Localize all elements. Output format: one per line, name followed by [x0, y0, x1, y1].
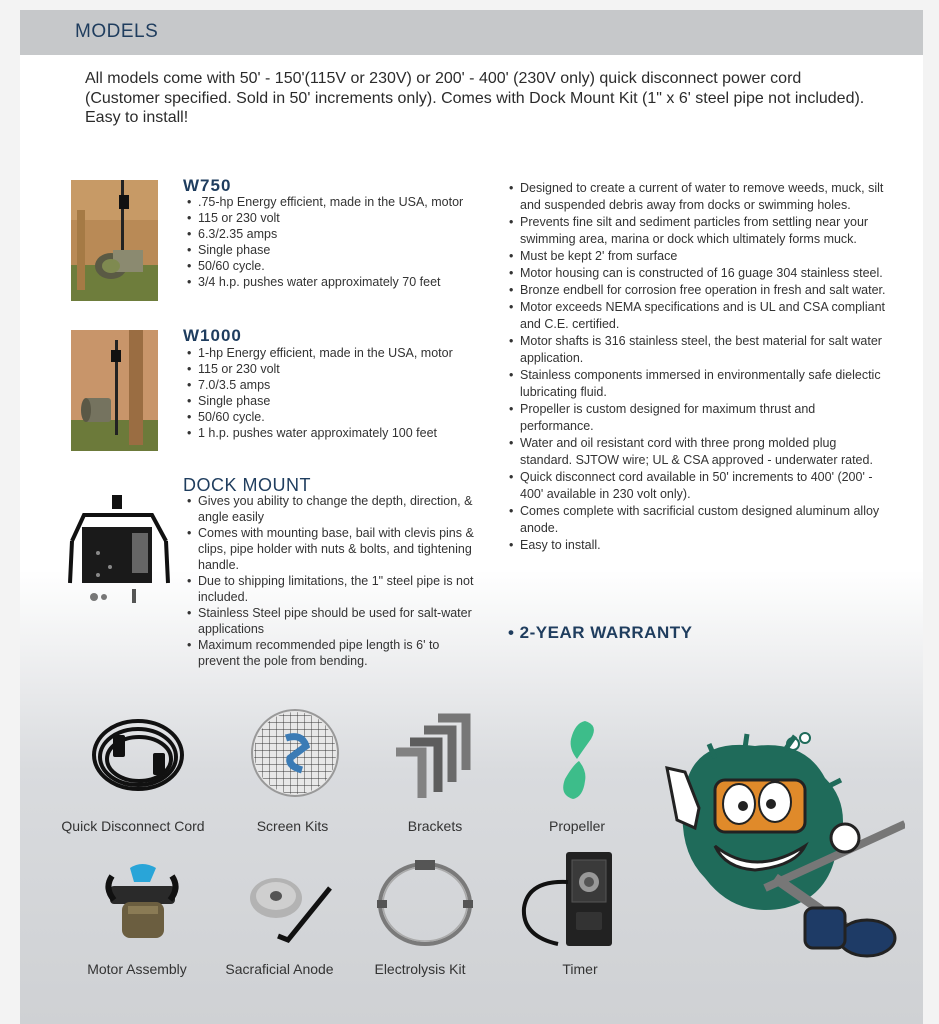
feature-item: • Motor exceeds NEMA specifications and is UL and CSA compliant and C.E. certified. [508, 299, 888, 333]
spec-item: • Due to shipping limitations, the 1" steel pipe is not included. [185, 573, 475, 605]
header-bar [20, 10, 923, 55]
spec-item: • 115 or 230 volt [185, 361, 485, 377]
model-title-w1000: W1000 [183, 326, 242, 345]
page [20, 10, 923, 1024]
spec-item: • 7.0/3.5 amps [185, 377, 485, 393]
feature-item: • Water and oil resistant cord with three prong molded plug standard. SJTOW wire; UL & CSA approved - underwater rated. [508, 435, 888, 469]
product-label: Motor Assembly [87, 961, 187, 977]
cord-image [83, 713, 188, 797]
feature-item: • Prevents fine silt and sediment particles from settling near your swimming area, marina or dock which ultimately forms muck. [508, 214, 888, 248]
spec-item: • 1-hp Energy efficient, made in the USA, motor [185, 345, 485, 361]
propeller-image [555, 717, 600, 803]
spec-item: • Maximum recommended pipe length is 6' to prevent the pole from bending. [185, 637, 475, 669]
feature-item: • Bronze endbell for corrosion free operation in fresh and salt water. [508, 282, 888, 299]
screen-kit-image [248, 708, 343, 798]
model-title-dock-mount: DOCK MOUNT [183, 475, 311, 495]
feature-item: • Motor shafts is 316 stainless steel, the best material for salt water application. [508, 333, 888, 367]
spec-item: • .75-hp Energy efficient, made in the USA, motor [185, 194, 485, 210]
w1000-specs [185, 345, 485, 441]
spec-item: • Gives you ability to change the depth, direction, & angle easily [185, 493, 475, 525]
spec-item: • 1 h.p. pushes water approximately 100 feet [185, 425, 485, 441]
page-title: MODELS [75, 21, 159, 42]
product-label: Brackets [407, 818, 463, 834]
feature-item: • Motor housing can is constructed of 16 guage 304 stainless steel. [508, 265, 888, 282]
product-label: Electrolysis Kit [374, 961, 466, 977]
feature-item: • Propeller is custom designed for maximum thrust and performance. [508, 401, 888, 435]
product-label: Timer [562, 961, 598, 977]
product-label: Quick Disconnect Cord [61, 818, 205, 834]
motor-assembly-image [100, 858, 185, 943]
warranty-badge: • 2-YEAR WARRANTY [508, 623, 693, 642]
spec-item: • Single phase [185, 242, 485, 258]
w1000-photo [71, 330, 158, 451]
model-title-w750: W750 [183, 176, 232, 195]
feature-list [508, 180, 888, 554]
spec-item: • 3/4 h.p. pushes water approximately 70 feet [185, 274, 485, 290]
spec-item: • 6.3/2.35 amps [185, 226, 485, 242]
dock-mount-photo [62, 493, 180, 605]
product-label: Screen Kits [256, 818, 329, 834]
spec-item: • 115 or 230 volt [185, 210, 485, 226]
feature-item: • Stainless components immersed in environmentally safe dielectic lubricating fluid. [508, 367, 888, 401]
feature-item: • Quick disconnect cord available in 50' increments to 400' (200' - 400' available in 230 volt only). [508, 469, 888, 503]
electrolysis-kit-image [375, 856, 475, 952]
intro-text: All models come with 50' - 150'(115V or 230V) or 200' - 400' (230V only) quick disconnect power cord (Customer specified. Sold in 50' increments only). Comes with Dock Mount Kit (1" x 6' steel pipe not included). Easy to install! [85, 70, 865, 126]
feature-item: • Must be kept 2' from surface [508, 248, 888, 265]
spec-item: • Comes with mounting base, bail with clevis pins & clips, pipe holder with nuts & bolts, and tightening handle. [185, 525, 475, 573]
spec-item: • 50/60 cycle. [185, 258, 485, 274]
brackets-image [388, 710, 478, 800]
w750-specs [185, 194, 485, 290]
product-label: Propeller [548, 818, 606, 834]
feature-item: • Designed to create a current of water to remove weeds, muck, silt and suspended debris away from docks or swimming holes. [508, 180, 888, 214]
w750-photo [71, 180, 158, 301]
spec-item: • 50/60 cycle. [185, 409, 485, 425]
spec-item: • Stainless Steel pipe should be used for salt-water applications [185, 605, 475, 637]
timer-image [518, 852, 618, 952]
spec-item: • Single phase [185, 393, 485, 409]
feature-item: • Comes complete with sacrificial custom designed aluminum alloy anode. [508, 503, 888, 537]
feature-item: • Easy to install. [508, 537, 888, 554]
product-label: Sacraficial Anode [225, 961, 334, 977]
anode-image [248, 866, 336, 948]
mascot-image [655, 728, 905, 968]
dock-mount-specs [185, 493, 475, 669]
